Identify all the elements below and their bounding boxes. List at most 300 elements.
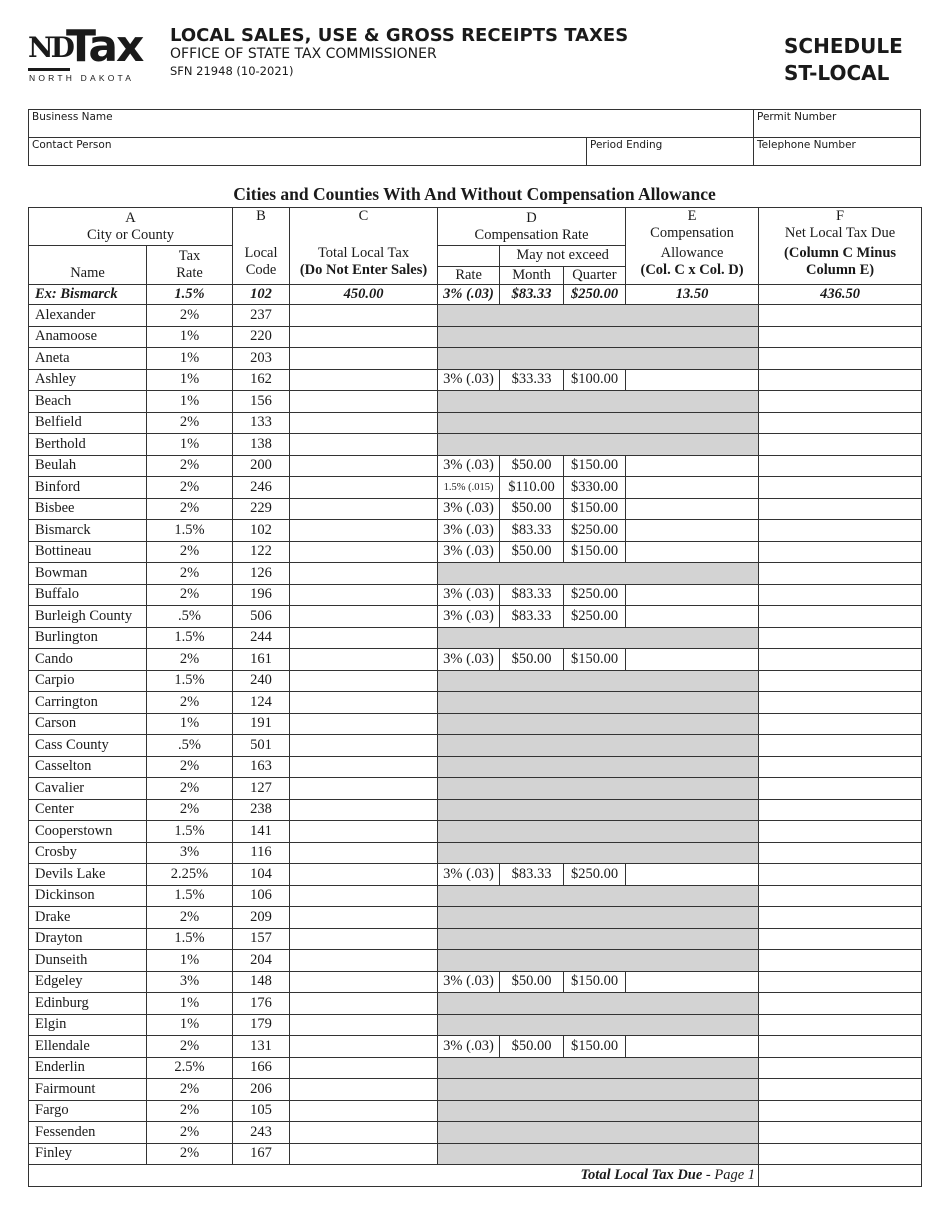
row-tax-rate: .5% [147, 606, 233, 628]
compensation-allowance-input[interactable] [626, 369, 759, 391]
net-local-tax-input[interactable] [759, 864, 922, 886]
total-local-tax-input[interactable] [290, 369, 438, 391]
row-tax-rate: 2% [147, 541, 233, 563]
row-name: Burlington [29, 627, 147, 649]
rate-header: Rate [455, 266, 482, 283]
total-local-tax-input[interactable] [290, 864, 438, 886]
row-code: 102 [233, 520, 290, 542]
table-row [29, 584, 922, 606]
row-name: Elgin [29, 1014, 147, 1036]
table-row [29, 477, 922, 499]
row-comp-rate: 3% (.03) [438, 606, 500, 628]
total-local-tax-input[interactable] [290, 391, 438, 413]
col-e-letter: E [687, 208, 697, 224]
local-tax-table [28, 207, 922, 1187]
logo-nd-text: ND [28, 31, 72, 64]
net-local-tax-input[interactable] [759, 627, 922, 649]
e-line-1: Allowance [660, 245, 724, 261]
col-d-title: Compensation Rate [474, 226, 589, 243]
example-net: 436.50 [759, 285, 922, 305]
row-month-limit: $83.33 [500, 520, 564, 542]
row-name: Bowman [29, 563, 147, 585]
col-a-header [29, 208, 233, 246]
no-compensation-shaded-cell [438, 1143, 759, 1165]
row-tax-rate: 2.5% [147, 1057, 233, 1079]
permit-number-field[interactable] [753, 109, 921, 138]
total-local-tax-input[interactable] [290, 885, 438, 907]
row-name: Cando [29, 649, 147, 671]
row-code: 106 [233, 885, 290, 907]
total-local-tax-input[interactable] [290, 606, 438, 628]
total-local-tax-input[interactable] [290, 907, 438, 929]
total-local-tax-input[interactable] [290, 1143, 438, 1165]
row-tax-rate: 2% [147, 305, 233, 327]
total-local-tax-input[interactable] [290, 821, 438, 843]
row-code: 124 [233, 692, 290, 714]
office-name: OFFICE OF STATE TAX COMMISSIONER [170, 46, 437, 62]
net-local-tax-input[interactable] [759, 692, 922, 714]
no-compensation-shaded-cell [438, 735, 759, 757]
total-local-tax-input[interactable] [290, 627, 438, 649]
row-name: Bottineau [29, 541, 147, 563]
net-local-tax-input[interactable] [759, 670, 922, 692]
row-tax-rate: 1% [147, 713, 233, 735]
total-local-tax-input[interactable] [290, 971, 438, 993]
table-row [29, 885, 922, 907]
col-d-header [438, 208, 626, 246]
total-local-tax-input[interactable] [290, 778, 438, 800]
row-code: 156 [233, 391, 290, 413]
no-compensation-shaded-cell [438, 412, 759, 434]
row-tax-rate: 2% [147, 584, 233, 606]
table-row [29, 799, 922, 821]
example-code: 102 [233, 285, 290, 305]
month-header: Month [500, 266, 564, 284]
form-number: SFN 21948 (10-2021) [170, 64, 294, 78]
table-row [29, 864, 922, 886]
logo-tax-text: Tax [66, 21, 143, 72]
net-local-tax-input[interactable] [759, 971, 922, 993]
table-row [29, 498, 922, 520]
total-row [29, 1165, 922, 1187]
row-quarter-limit: $330.00 [564, 477, 626, 499]
row-tax-rate: 2% [147, 778, 233, 800]
row-code: 237 [233, 305, 290, 327]
example-allowance: 13.50 [626, 285, 759, 305]
row-code: 166 [233, 1057, 290, 1079]
period-ending-label: Period Ending [590, 139, 663, 151]
no-compensation-shaded-cell [438, 993, 759, 1015]
row-code: 162 [233, 369, 290, 391]
total-local-tax-input[interactable] [290, 1014, 438, 1036]
row-code: 240 [233, 670, 290, 692]
col-c-header [290, 208, 438, 285]
row-code: 122 [233, 541, 290, 563]
row-name: Anamoose [29, 326, 147, 348]
total-local-tax-input[interactable] [290, 1100, 438, 1122]
row-name: Carrington [29, 692, 147, 714]
row-comp-rate: 3% (.03) [438, 455, 500, 477]
business-name-label: Business Name [32, 111, 113, 123]
row-comp-rate: 3% (.03) [438, 1036, 500, 1058]
row-quarter-limit: $250.00 [564, 584, 626, 606]
row-code: 203 [233, 348, 290, 370]
no-compensation-shaded-cell [438, 821, 759, 843]
row-tax-rate: 2% [147, 1100, 233, 1122]
row-tax-rate: 1.5% [147, 928, 233, 950]
net-local-tax-input[interactable] [759, 799, 922, 821]
no-compensation-shaded-cell [438, 1057, 759, 1079]
row-tax-rate: 2% [147, 1122, 233, 1144]
total-local-tax-due-input[interactable] [759, 1165, 922, 1187]
row-name: Cooperstown [29, 821, 147, 843]
total-local-tax-input[interactable] [290, 541, 438, 563]
net-local-tax-input[interactable] [759, 412, 922, 434]
table-row [29, 520, 922, 542]
row-name: Crosby [29, 842, 147, 864]
total-local-tax-input[interactable] [290, 799, 438, 821]
total-local-tax-input[interactable] [290, 928, 438, 950]
net-local-tax-input[interactable] [759, 391, 922, 413]
net-local-tax-input[interactable] [759, 520, 922, 542]
row-tax-rate: 1.5% [147, 670, 233, 692]
net-local-tax-input[interactable] [759, 498, 922, 520]
contact-person-field[interactable] [28, 137, 587, 166]
row-name: Edinburg [29, 993, 147, 1015]
table-row [29, 412, 922, 434]
compensation-allowance-input[interactable] [626, 455, 759, 477]
net-local-tax-input[interactable] [759, 1057, 922, 1079]
total-local-tax-input[interactable] [290, 670, 438, 692]
row-tax-rate: 1.5% [147, 627, 233, 649]
net-local-tax-input[interactable] [759, 541, 922, 563]
row-quarter-limit: $150.00 [564, 971, 626, 993]
row-name: Finley [29, 1143, 147, 1165]
row-comp-rate: 3% (.03) [438, 369, 500, 391]
schedule-line-2: ST-LOCAL [784, 61, 890, 85]
net-local-tax-input[interactable] [759, 1122, 922, 1144]
row-code: 138 [233, 434, 290, 456]
business-name-field[interactable] [28, 109, 754, 138]
net-local-tax-input[interactable] [759, 477, 922, 499]
row-tax-rate: 2% [147, 1143, 233, 1165]
no-compensation-shaded-cell [438, 1122, 759, 1144]
row-code: 127 [233, 778, 290, 800]
net-local-tax-input[interactable] [759, 1079, 922, 1101]
row-tax-rate: 1% [147, 993, 233, 1015]
total-local-tax-input[interactable] [290, 305, 438, 327]
table-row [29, 950, 922, 972]
net-local-tax-input[interactable] [759, 778, 922, 800]
example-row [29, 285, 922, 305]
no-compensation-shaded-cell [438, 713, 759, 735]
row-code: 126 [233, 563, 290, 585]
row-code: 238 [233, 799, 290, 821]
total-label: Total Local Tax Due [580, 1167, 703, 1183]
name-header: Name [29, 246, 147, 285]
row-tax-rate: 1% [147, 1014, 233, 1036]
table-row [29, 326, 922, 348]
table-row [29, 1014, 922, 1036]
row-tax-rate: 2% [147, 756, 233, 778]
row-name: Bismarck [29, 520, 147, 542]
total-local-tax-input[interactable] [290, 434, 438, 456]
compensation-allowance-input[interactable] [626, 498, 759, 520]
d-subheader [438, 246, 626, 285]
table-row [29, 713, 922, 735]
no-compensation-shaded-cell [438, 670, 759, 692]
row-name: Beulah [29, 455, 147, 477]
total-local-tax-input[interactable] [290, 756, 438, 778]
total-local-tax-input[interactable] [290, 520, 438, 542]
row-tax-rate: 1% [147, 950, 233, 972]
net-local-tax-input[interactable] [759, 1100, 922, 1122]
row-code: 141 [233, 821, 290, 843]
net-local-tax-input[interactable] [759, 369, 922, 391]
no-compensation-shaded-cell [438, 842, 759, 864]
row-name: Fessenden [29, 1122, 147, 1144]
local-line-1: Local [244, 245, 278, 261]
total-local-tax-input[interactable] [290, 498, 438, 520]
net-local-tax-input[interactable] [759, 348, 922, 370]
f-line-1: (Column C Minus [784, 245, 897, 261]
logo-state-text: NORTH DAKOTA [29, 73, 135, 83]
table-row [29, 541, 922, 563]
net-local-tax-input[interactable] [759, 649, 922, 671]
table-row [29, 1122, 922, 1144]
row-month-limit: $83.33 [500, 584, 564, 606]
no-compensation-shaded-cell [438, 627, 759, 649]
net-local-tax-input[interactable] [759, 1143, 922, 1165]
row-name: Berthold [29, 434, 147, 456]
total-local-tax-input[interactable] [290, 477, 438, 499]
logo-underline [28, 68, 70, 71]
row-code: 157 [233, 928, 290, 950]
net-local-tax-input[interactable] [759, 993, 922, 1015]
d-spacer [438, 246, 500, 266]
compensation-allowance-input[interactable] [626, 520, 759, 542]
row-comp-rate: 1.5% (.015) [438, 477, 500, 499]
row-tax-rate: 2% [147, 563, 233, 585]
net-local-tax-input[interactable] [759, 821, 922, 843]
row-name: Enderlin [29, 1057, 147, 1079]
row-comp-rate: 3% (.03) [438, 864, 500, 886]
no-compensation-shaded-cell [438, 434, 759, 456]
example-name: Ex: Bismarck [29, 285, 147, 305]
no-compensation-shaded-cell [438, 305, 759, 327]
compensation-allowance-input[interactable] [626, 584, 759, 606]
row-month-limit: $83.33 [500, 864, 564, 886]
permit-number-label: Permit Number [757, 111, 837, 123]
table-row [29, 649, 922, 671]
no-compensation-shaded-cell [438, 950, 759, 972]
col-e-header [626, 208, 759, 285]
row-tax-rate: 2% [147, 649, 233, 671]
row-name: Binford [29, 477, 147, 499]
table-row [29, 778, 922, 800]
net-local-tax-input[interactable] [759, 563, 922, 585]
row-name: Cavalier [29, 778, 147, 800]
row-name: Devils Lake [29, 864, 147, 886]
row-month-limit: $33.33 [500, 369, 564, 391]
tax-line-1: Tax [178, 248, 201, 264]
table-row [29, 756, 922, 778]
compensation-allowance-input[interactable] [626, 606, 759, 628]
table-row [29, 563, 922, 585]
form-title: LOCAL SALES, USE & GROSS RECEIPTS TAXES [170, 25, 629, 46]
tax-line-2: Rate [176, 265, 203, 281]
no-compensation-shaded-cell [438, 885, 759, 907]
compensation-allowance-input[interactable] [626, 864, 759, 886]
total-local-tax-input[interactable] [290, 1122, 438, 1144]
net-local-tax-input[interactable] [759, 326, 922, 348]
row-tax-rate: 1% [147, 369, 233, 391]
col-f-title: Net Local Tax Due [784, 225, 896, 241]
row-code: 209 [233, 907, 290, 929]
no-compensation-shaded-cell [438, 348, 759, 370]
row-name: Alexander [29, 305, 147, 327]
net-local-tax-input[interactable] [759, 735, 922, 757]
total-local-tax-input[interactable] [290, 1079, 438, 1101]
total-local-tax-input[interactable] [290, 735, 438, 757]
net-local-tax-input[interactable] [759, 950, 922, 972]
example-total-local-tax: 450.00 [290, 285, 438, 305]
row-code: 133 [233, 412, 290, 434]
net-local-tax-input[interactable] [759, 842, 922, 864]
row-name: Edgeley [29, 971, 147, 993]
net-local-tax-input[interactable] [759, 1014, 922, 1036]
table-row [29, 1100, 922, 1122]
compensation-allowance-input[interactable] [626, 971, 759, 993]
table-row [29, 369, 922, 391]
compensation-allowance-input[interactable] [626, 541, 759, 563]
net-local-tax-input[interactable] [759, 713, 922, 735]
table-row [29, 993, 922, 1015]
total-local-tax-input[interactable] [290, 950, 438, 972]
row-code: 243 [233, 1122, 290, 1144]
no-compensation-shaded-cell [438, 563, 759, 585]
col-f-letter: F [836, 208, 845, 224]
no-compensation-shaded-cell [438, 1100, 759, 1122]
row-tax-rate: 1% [147, 434, 233, 456]
row-quarter-limit: $150.00 [564, 541, 626, 563]
table-row [29, 606, 922, 628]
net-local-tax-input[interactable] [759, 434, 922, 456]
row-quarter-limit: $250.00 [564, 606, 626, 628]
row-code: 191 [233, 713, 290, 735]
row-name: Belfield [29, 412, 147, 434]
tax-rate-header [147, 246, 233, 285]
local-line-2: Code [245, 262, 277, 278]
row-name: Fairmount [29, 1079, 147, 1101]
row-comp-rate: 3% (.03) [438, 649, 500, 671]
no-compensation-shaded-cell [438, 1079, 759, 1101]
row-code: 148 [233, 971, 290, 993]
total-local-tax-input[interactable] [290, 842, 438, 864]
row-name: Carson [29, 713, 147, 735]
net-local-tax-input[interactable] [759, 584, 922, 606]
compensation-allowance-input[interactable] [626, 649, 759, 671]
net-local-tax-input[interactable] [759, 928, 922, 950]
table-row [29, 670, 922, 692]
net-local-tax-input[interactable] [759, 885, 922, 907]
row-code: 244 [233, 627, 290, 649]
total-local-tax-input[interactable] [290, 412, 438, 434]
row-tax-rate: 1.5% [147, 885, 233, 907]
no-compensation-shaded-cell [438, 326, 759, 348]
row-name: Bisbee [29, 498, 147, 520]
telephone-number-label: Telephone Number [757, 139, 856, 151]
contact-person-label: Contact Person [32, 139, 112, 151]
row-code: 104 [233, 864, 290, 886]
total-local-tax-input[interactable] [290, 1036, 438, 1058]
row-month-limit: $50.00 [500, 649, 564, 671]
total-local-tax-input[interactable] [290, 348, 438, 370]
no-compensation-shaded-cell [438, 756, 759, 778]
row-tax-rate: 1.5% [147, 520, 233, 542]
no-compensation-shaded-cell [438, 928, 759, 950]
total-local-tax-input[interactable] [290, 649, 438, 671]
row-comp-rate: 3% (.03) [438, 498, 500, 520]
row-name: Aneta [29, 348, 147, 370]
compensation-allowance-input[interactable] [626, 1036, 759, 1058]
nd-tax-logo [28, 21, 144, 84]
row-code: 200 [233, 455, 290, 477]
table-row [29, 1036, 922, 1058]
total-local-tax-input[interactable] [290, 563, 438, 585]
row-name: Dunseith [29, 950, 147, 972]
telephone-number-field[interactable] [753, 137, 921, 166]
row-tax-rate: 2% [147, 1079, 233, 1101]
row-name: Fargo [29, 1100, 147, 1122]
total-local-tax-input[interactable] [290, 692, 438, 714]
row-code: 501 [233, 735, 290, 757]
row-tax-rate: 2% [147, 799, 233, 821]
row-tax-rate: 2% [147, 412, 233, 434]
total-local-tax-input[interactable] [290, 584, 438, 606]
period-ending-field[interactable] [586, 137, 754, 166]
net-local-tax-input[interactable] [759, 455, 922, 477]
row-month-limit: $50.00 [500, 1036, 564, 1058]
row-name: Drake [29, 907, 147, 929]
row-quarter-limit: $100.00 [564, 369, 626, 391]
net-local-tax-input[interactable] [759, 305, 922, 327]
total-local-tax-input[interactable] [290, 455, 438, 477]
row-code: 196 [233, 584, 290, 606]
net-local-tax-input[interactable] [759, 606, 922, 628]
table-row [29, 455, 922, 477]
row-code: 229 [233, 498, 290, 520]
schedule-label [784, 33, 903, 87]
total-local-tax-input[interactable] [290, 993, 438, 1015]
net-local-tax-input[interactable] [759, 1036, 922, 1058]
net-local-tax-input[interactable] [759, 756, 922, 778]
row-tax-rate: 2% [147, 907, 233, 929]
total-label-cell [29, 1165, 759, 1187]
total-local-tax-input[interactable] [290, 1057, 438, 1079]
col-a-title: City or County [87, 226, 175, 243]
row-name: Burleigh County [29, 606, 147, 628]
net-local-tax-input[interactable] [759, 907, 922, 929]
row-name: Buffalo [29, 584, 147, 606]
col-f-header [759, 208, 922, 285]
compensation-allowance-input[interactable] [626, 477, 759, 499]
row-name: Center [29, 799, 147, 821]
row-comp-rate: 3% (.03) [438, 971, 500, 993]
total-local-tax-input[interactable] [290, 713, 438, 735]
total-local-tax-input[interactable] [290, 326, 438, 348]
row-comp-rate: 3% (.03) [438, 541, 500, 563]
